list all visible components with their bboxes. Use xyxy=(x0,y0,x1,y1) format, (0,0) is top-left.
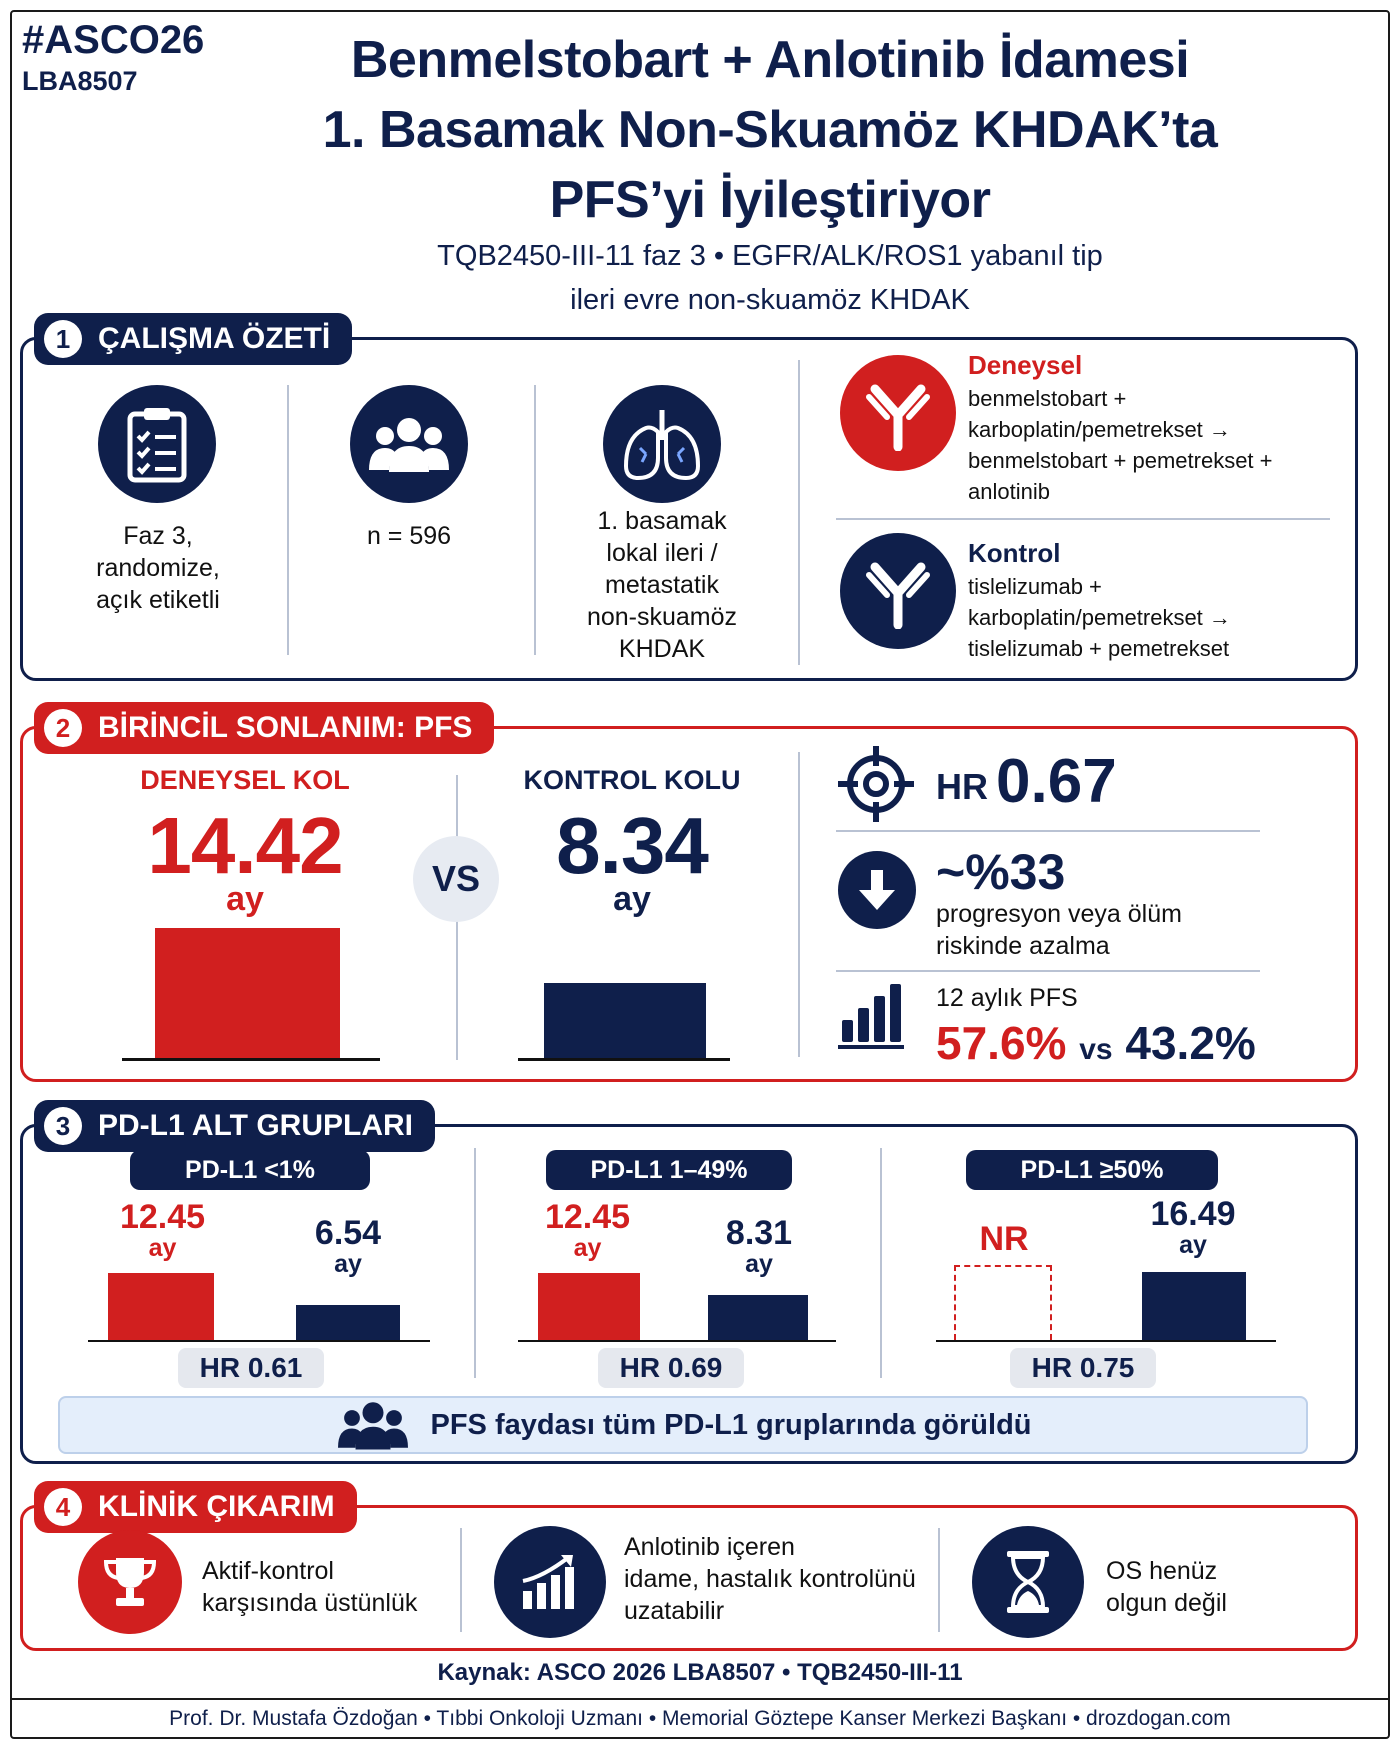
section-title: BİRİNCİL SONLANIM: PFS xyxy=(98,711,473,744)
title-line-1: Benmelstobart + Anlotinib İdamesi xyxy=(350,31,1190,89)
control-arm-label: KONTROL KOLU xyxy=(523,765,741,795)
title-line-3: PFS’yi İyileştiriyor xyxy=(549,171,991,229)
bar-baseline xyxy=(936,1340,1276,1342)
experimental-pfs-unit: ay xyxy=(226,880,264,918)
footer-divider xyxy=(10,1698,1390,1700)
implication-1-text: Aktif-kontrol karşısında üstünlük xyxy=(202,1557,418,1617)
banner-text: PFS faydası tüm PD-L1 gruplarında görüldü xyxy=(430,1408,1032,1441)
bar-baseline xyxy=(518,1340,836,1342)
subtitle-line-1: TQB2450-III-11 faz 3 • EGFR/ALK/ROS1 yabanıl tip xyxy=(437,240,1103,272)
bar-baseline xyxy=(88,1340,430,1342)
subtitle-line-2: ileri evre non-skuamöz KHDAK xyxy=(570,284,970,316)
group-exp-unit: ay xyxy=(573,1234,602,1262)
control-pfs-bar xyxy=(544,983,706,1058)
group-ctrl-value: 8.31 xyxy=(725,1214,793,1252)
section-4-tab xyxy=(34,1481,357,1533)
group-hr: HR 0.61 xyxy=(178,1348,324,1388)
study-design-text: Faz 3, randomize, açık etiketli xyxy=(96,522,220,614)
divider xyxy=(836,830,1260,832)
group-exp-unit: ay xyxy=(148,1234,177,1262)
section-number: 1 xyxy=(44,320,82,358)
group-ctrl-bar xyxy=(1142,1272,1246,1340)
pfs12-values xyxy=(936,1016,1256,1070)
group-ctrl-unit: ay xyxy=(334,1250,362,1278)
antibody-icon xyxy=(840,533,956,649)
divider xyxy=(534,385,536,655)
group-hr: HR 0.75 xyxy=(1010,1348,1156,1388)
pfs12-vs: vs xyxy=(1079,1033,1113,1066)
group-ctrl-unit: ay xyxy=(745,1250,773,1278)
bar-baseline xyxy=(518,1058,730,1061)
hr-label: HR xyxy=(936,766,988,807)
pfs12-experimental: 57.6% xyxy=(936,1017,1067,1069)
vs-badge: VS xyxy=(413,836,499,922)
group-ctrl-unit: ay xyxy=(1179,1231,1207,1259)
section-number: 2 xyxy=(44,709,82,747)
trophy-icon xyxy=(78,1530,182,1634)
subgroup-summary-banner xyxy=(58,1396,1308,1454)
group-hr: HR 0.69 xyxy=(598,1348,744,1388)
pdl1-group-label: PD-L1 <1% xyxy=(130,1150,370,1190)
group-ctrl-value: 6.54 xyxy=(314,1214,382,1252)
control-pfs-value: 8.34 xyxy=(556,801,708,890)
control-arm-text: tislelizumab + karboplatin/pemetrekset → tislelizumab + pemetrekset xyxy=(968,574,1231,661)
group-exp-value: 12.45 xyxy=(544,1198,631,1236)
control-pfs-unit: ay xyxy=(613,880,651,918)
arrow-down-icon xyxy=(838,851,916,929)
target-icon xyxy=(836,744,916,824)
risk-reduction-text: progresyon veya ölüm riskinde azalma xyxy=(936,900,1182,960)
divider xyxy=(798,752,800,1057)
people-icon xyxy=(350,385,468,503)
section-2-tab xyxy=(34,702,494,754)
source-citation: Kaynak: ASCO 2026 LBA8507 • TQB2450-III-11 xyxy=(437,1659,963,1686)
group-ctrl-bar xyxy=(708,1295,808,1340)
pdl1-group-label: PD-L1 1–49% xyxy=(546,1150,792,1190)
pfs12-control: 43.2% xyxy=(1125,1017,1256,1069)
group-exp-bar xyxy=(538,1273,640,1340)
divider xyxy=(836,970,1260,972)
section-title: ÇALIŞMA ÖZETİ xyxy=(98,322,331,355)
implication-3-text: OS henüz olgun değil xyxy=(1106,1557,1227,1617)
hourglass-icon xyxy=(972,1526,1084,1638)
experimental-arm-label: DENEYSEL KOL xyxy=(140,765,350,795)
pdl1-group-label: PD-L1 ≥50% xyxy=(966,1150,1218,1190)
divider xyxy=(287,385,289,655)
bar-baseline xyxy=(122,1058,380,1061)
bar-chart-icon xyxy=(836,980,908,1052)
lungs-icon xyxy=(603,385,721,503)
group-exp-bar xyxy=(108,1273,214,1340)
antibody-icon xyxy=(840,355,956,471)
experimental-pfs-bar xyxy=(155,928,340,1058)
people-icon xyxy=(335,1397,411,1453)
divider xyxy=(798,360,800,665)
section-title: KLİNİK ÇIKARIM xyxy=(98,1490,335,1523)
section-number: 3 xyxy=(44,1107,82,1145)
population-text: 1. basamak lokal ileri / metastatik non-skuamöz KHDAK xyxy=(586,507,738,663)
section-number: 4 xyxy=(44,1488,82,1526)
abstract-code: LBA8507 xyxy=(22,66,138,96)
group-ctrl-bar xyxy=(296,1305,400,1340)
group-exp-value: 12.45 xyxy=(119,1198,206,1236)
group-exp-value: NR xyxy=(979,1220,1029,1258)
footer-credits: Prof. Dr. Mustafa Özdoğan • Tıbbi Onkoloji Uzmanı • Memorial Göztepe Kanser Merkezi Başkanı • drozdogan.com xyxy=(169,1707,1231,1730)
divider xyxy=(474,1148,476,1378)
not-reached-bar xyxy=(954,1265,1052,1340)
section-title: PD-L1 ALT GRUPLARI xyxy=(98,1109,413,1142)
section-1-tab xyxy=(34,313,352,365)
group-ctrl-value: 16.49 xyxy=(1150,1195,1236,1233)
implication-2-text: Anlotinib içeren idame, hastalık kontrolünü uzatabilir xyxy=(624,1533,916,1625)
section-3-tab xyxy=(34,1100,435,1152)
control-arm-title: Kontrol xyxy=(968,538,1061,568)
growth-chart-icon xyxy=(494,1526,606,1638)
experimental-pfs-value: 14.42 xyxy=(147,801,343,890)
divider xyxy=(836,518,1330,520)
divider xyxy=(938,1528,940,1632)
pfs12-label: 12 aylık PFS xyxy=(936,984,1078,1012)
divider xyxy=(880,1148,882,1378)
sample-size-text: n = 596 xyxy=(366,522,452,550)
hr-value: 0.67 xyxy=(996,747,1117,816)
experimental-arm-text: benmelstobart + karboplatin/pemetrekset → benmelstobart + pemetrekset + anlotinib xyxy=(968,386,1273,504)
risk-reduction-value: ~%33 xyxy=(936,844,1066,900)
title-line-2: 1. Basamak Non-Skuamöz KHDAK’ta xyxy=(322,101,1218,159)
hashtag: #ASCO26 xyxy=(22,18,205,62)
experimental-arm-title: Deneysel xyxy=(968,350,1083,380)
clipboard-icon xyxy=(98,385,216,503)
